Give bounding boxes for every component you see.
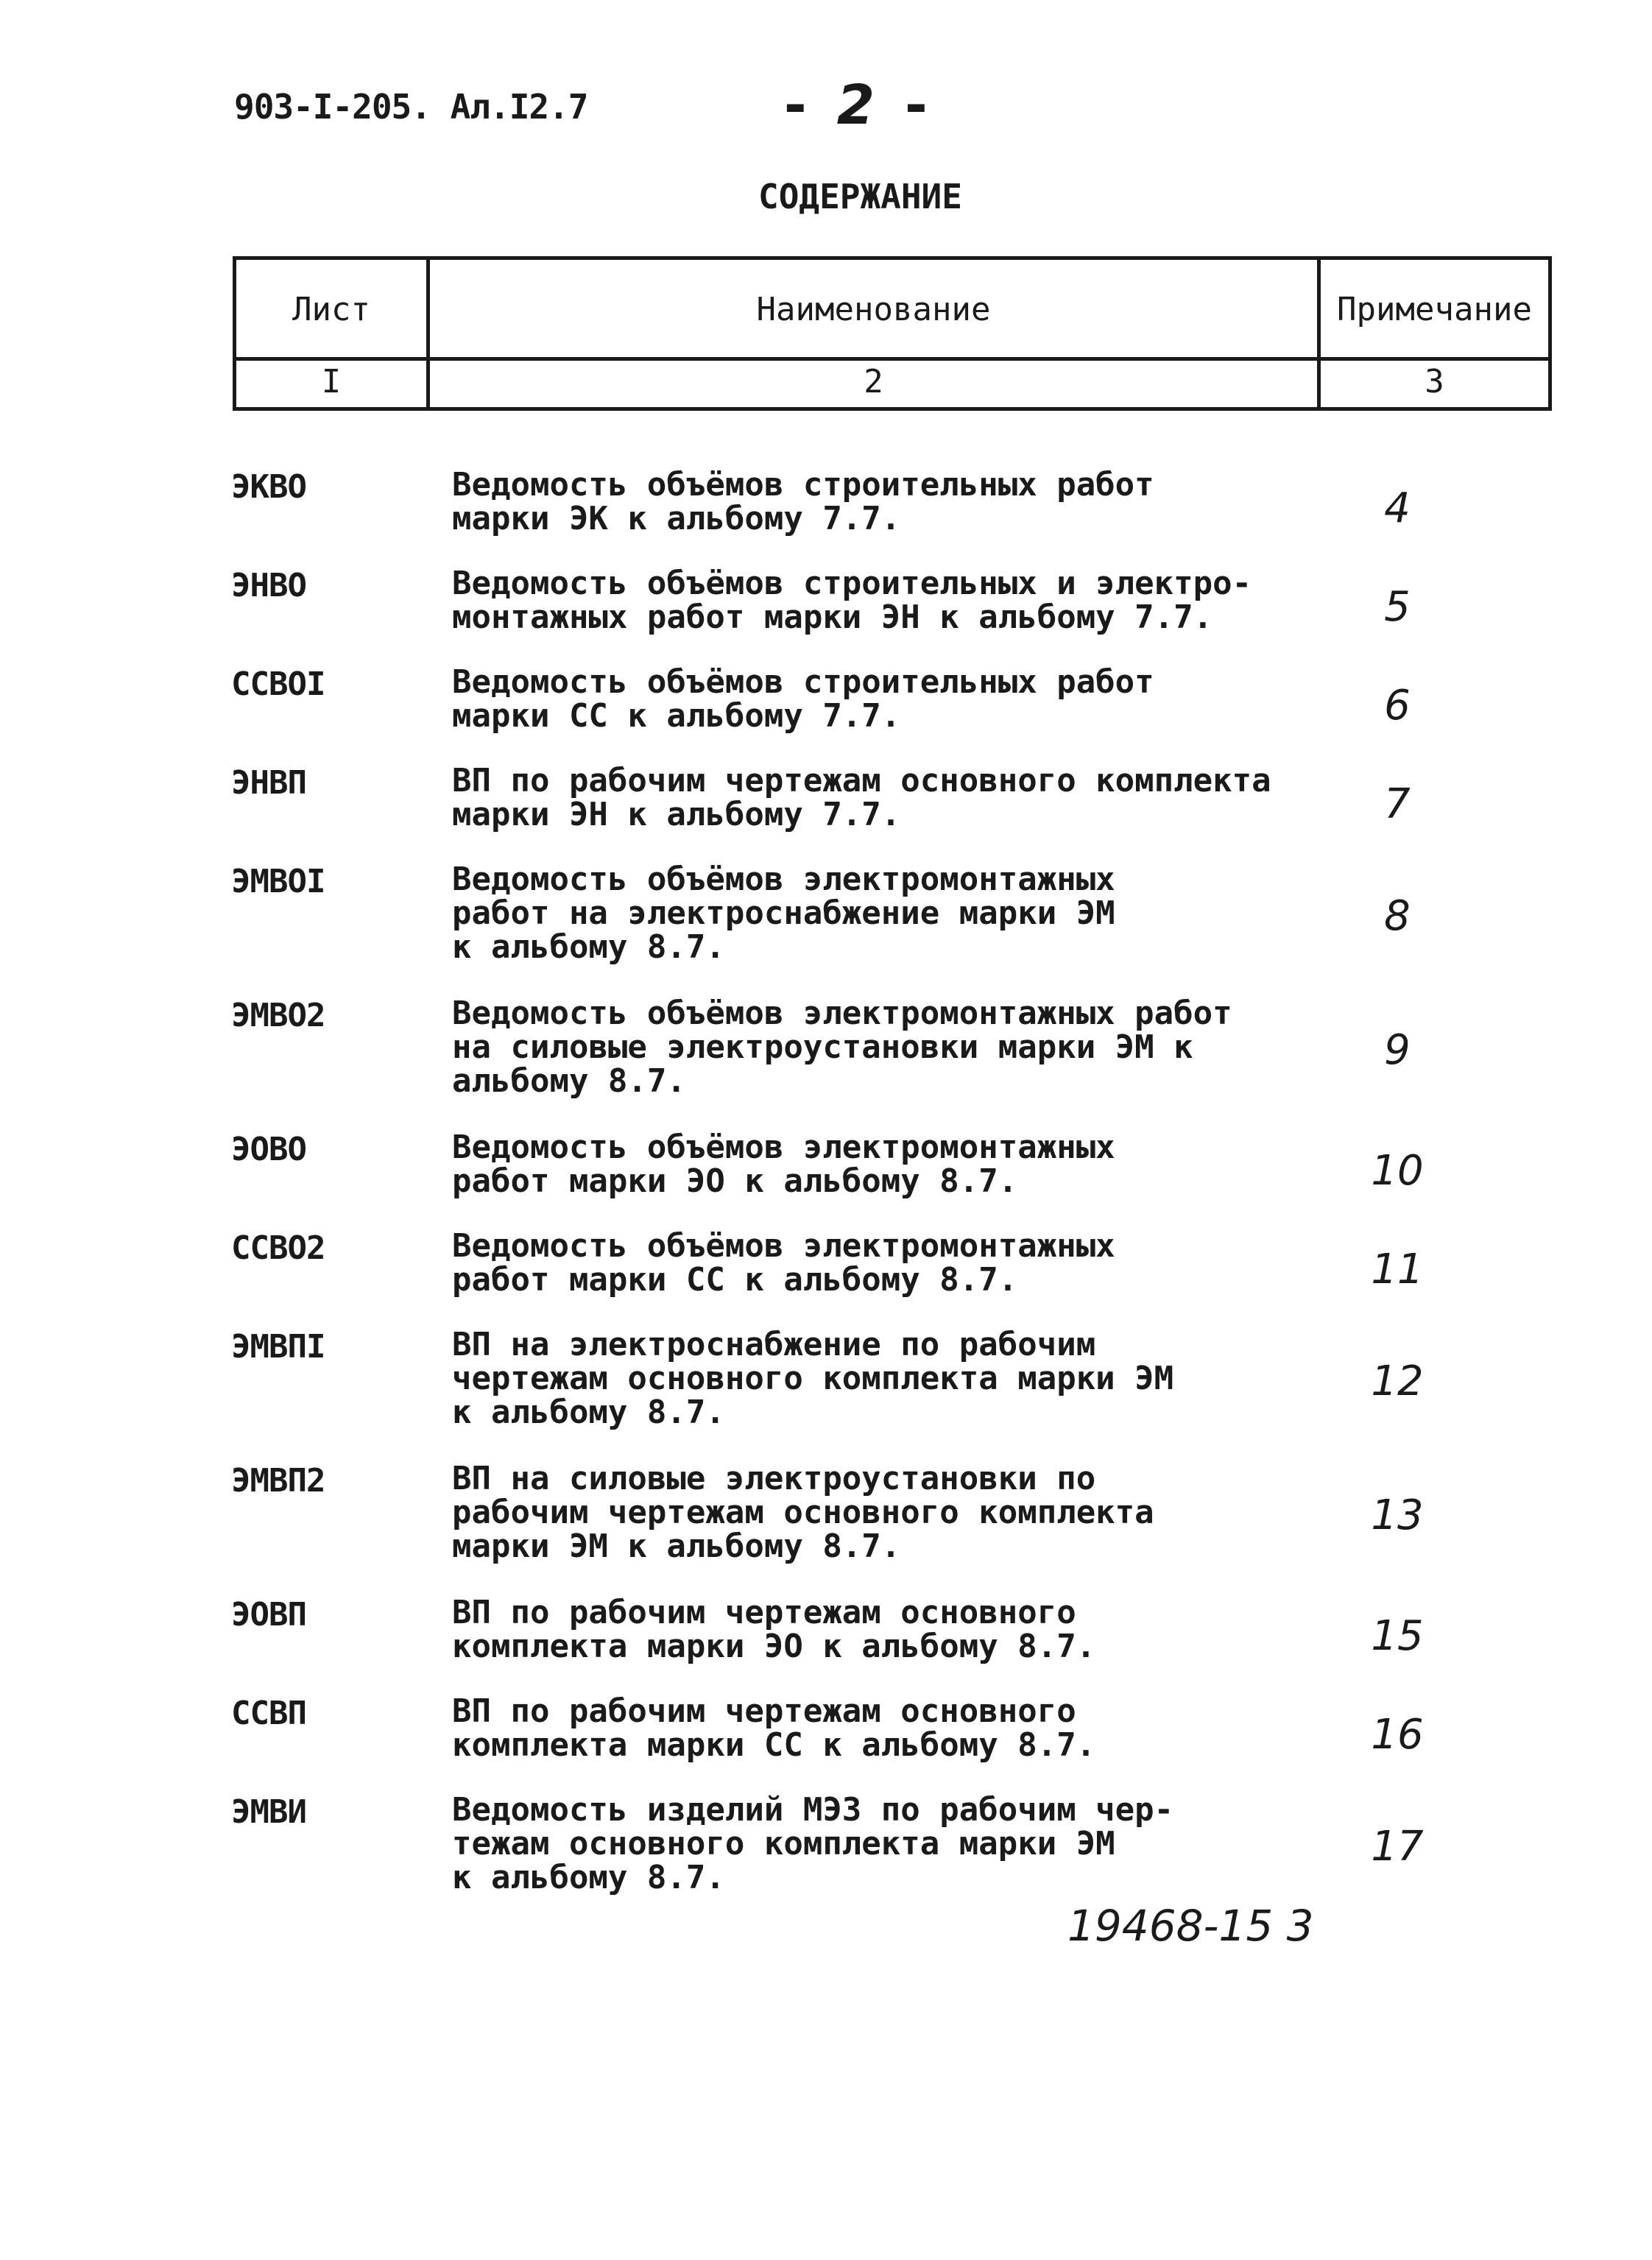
column-header-sheet: Лист [292, 291, 370, 328]
entry-title-line: марки СС к альбому 7.7. [452, 697, 901, 735]
entry-title-line: Ведомость изделий МЭЗ по рабочим чер- [452, 1791, 1174, 1829]
entry-note-page: 13 [1371, 1491, 1424, 1539]
entry-sheet-code: ЭОВО [231, 1131, 306, 1168]
entry-sheet-code: ЭМВП2 [231, 1462, 325, 1500]
entry-title-line: Ведомость объёмов строительных работ [452, 466, 1154, 504]
entry-note-page: 8 [1384, 892, 1411, 940]
entry-sheet-code: ЭМВО2 [231, 997, 325, 1034]
entry-title [452, 1328, 1328, 1430]
entry-title [452, 1131, 1328, 1198]
entry-sheet-code: ЭНВО [231, 567, 306, 604]
entry-title-line: ВП по рабочим чертежам основного комплекта [452, 762, 1271, 799]
entry-title-line: ВП по рабочим чертежам основного [452, 1692, 1076, 1730]
entry-title-line: рабочим чертежам основного комплекта [452, 1494, 1154, 1531]
column-number-note: 3 [1425, 363, 1444, 400]
entry-sheet-code: ЭКВО [231, 468, 306, 506]
contents-table-header [233, 256, 1552, 411]
entry-sheet-code: ССВОI [231, 665, 325, 703]
document-code: 903-I-205. Ал.I2.7 [234, 87, 588, 127]
entry-sheet-code: ЭМВИ [231, 1793, 306, 1831]
entry-title-line: работ марки СС к альбому 8.7. [452, 1261, 1018, 1299]
entry-title-line: тежам основного комплекта марки ЭМ [452, 1825, 1115, 1862]
entry-title [452, 1793, 1328, 1895]
entry-title-line: к альбому 8.7. [452, 928, 725, 966]
page-number-value: 2 [836, 74, 875, 137]
entry-title-line: Ведомость объёмов электромонтажных работ [452, 995, 1232, 1032]
column-number-sheet: I [321, 363, 342, 400]
entry-sheet-code: ССВО2 [231, 1229, 325, 1267]
entry-note-page: 9 [1384, 1026, 1411, 1074]
entry-title-line: альбому 8.7. [452, 1062, 686, 1100]
entry-note-page: 10 [1371, 1147, 1424, 1195]
entry-title-line: ВП на электроснабжение по рабочим [452, 1326, 1096, 1363]
entry-title-line: марки ЭМ к альбому 8.7. [452, 1528, 901, 1565]
entry-title [452, 1462, 1328, 1564]
entry-note-page: 6 [1384, 682, 1411, 730]
entry-title-line: Ведомость объёмов электромонтажных [452, 1129, 1115, 1166]
entry-sheet-code: ЭМВОI [231, 863, 325, 900]
entry-title-line: работ марки ЭО к альбому 8.7. [452, 1162, 1018, 1200]
entry-title [452, 997, 1328, 1098]
entry-title-line: к альбому 8.7. [452, 1394, 725, 1431]
entry-title-line: комплекта марки СС к альбому 8.7. [452, 1726, 1096, 1764]
page-number-dash-left: - [779, 74, 812, 137]
entry-title [452, 665, 1328, 733]
entry-note-page: 4 [1384, 484, 1411, 532]
entry-title-line: Ведомость объёмов строительных работ [452, 663, 1154, 701]
entry-title-line: монтажных работ марки ЭН к альбому 7.7. [452, 598, 1213, 636]
entry-title-line: марки ЭН к альбому 7.7. [452, 796, 901, 833]
entry-title-line: чертежам основного комплекта марки ЭМ [452, 1360, 1174, 1397]
entry-title-line: ВП на силовые электроустановки по [452, 1460, 1096, 1497]
column-header-name: Наименование [756, 291, 991, 328]
entry-sheet-code: ЭМВПI [231, 1328, 325, 1366]
page-number [779, 74, 933, 137]
handwritten-stamp: 19468-15 3 [1067, 1901, 1314, 1951]
column-header-note: Примечание [1337, 291, 1532, 328]
header-row-divider [236, 357, 1548, 361]
entry-note-page: 17 [1371, 1823, 1424, 1871]
entry-title [452, 863, 1328, 964]
entry-title-line: марки ЭК к альбому 7.7. [452, 500, 901, 537]
entry-note-page: 11 [1371, 1246, 1424, 1293]
entry-title [452, 567, 1328, 635]
entry-sheet-code: ССВП [231, 1695, 306, 1732]
entry-title-line: комплекта марки ЭО к альбому 8.7. [452, 1628, 1096, 1665]
entry-note-page: 16 [1371, 1711, 1424, 1759]
entry-note-page: 15 [1371, 1612, 1424, 1660]
contents-title: СОДЕРЖАНИЕ [758, 177, 962, 216]
entry-title [452, 764, 1328, 832]
page-number-dash-right: - [900, 74, 933, 137]
entry-title [452, 1229, 1328, 1297]
entry-title-line: Ведомость объёмов электромонтажных [452, 861, 1115, 898]
entry-note-page: 5 [1384, 583, 1411, 631]
entry-title-line: Ведомость объёмов строительных и электро- [452, 565, 1252, 602]
entry-title-line: работ на электроснабжение марки ЭМ [452, 894, 1115, 932]
entry-sheet-code: ЭОВП [231, 1596, 306, 1634]
column-number-name: 2 [864, 363, 883, 400]
entry-title-line: на силовые электроустановки марки ЭМ к [452, 1028, 1193, 1066]
entry-title [452, 468, 1328, 536]
entry-note-page: 12 [1371, 1357, 1424, 1405]
entry-title-line: к альбому 8.7. [452, 1859, 725, 1896]
entry-sheet-code: ЭНВП [231, 764, 306, 802]
entry-note-page: 7 [1384, 780, 1411, 828]
entry-title-line: ВП по рабочим чертежам основного [452, 1594, 1076, 1631]
entry-title-line: Ведомость объёмов электромонтажных [452, 1227, 1115, 1265]
entry-title [452, 1596, 1328, 1664]
entry-title [452, 1692, 1328, 1764]
